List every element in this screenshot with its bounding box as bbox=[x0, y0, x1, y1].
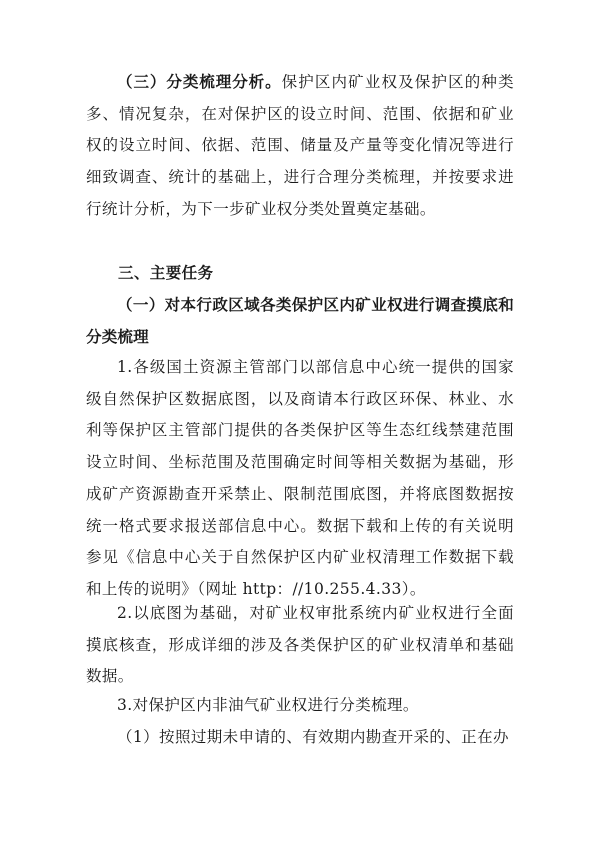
paragraph-body: 保护区内矿业权及保护区的种类多、情况复杂，在对保护区的设立时间、范围、依据和矿业权的设立时间、依据、范围、储量及产量等变化情况等进行细致调查、统计的基础上，进行合理分类梳理，并按要求进行统计分析，为下一步矿业权分类处置奠定基础。 bbox=[86, 73, 514, 218]
section-title: 三、主要任务 bbox=[118, 264, 214, 282]
paragraph-item-2: 2.以底图为基础，对矿业权审批系统内矿业权进行全面摸底核查，形成详细的涉及各类保护区的矿业权清单和基础数据。 bbox=[86, 604, 514, 686]
paragraph-item-3: 3.对保护区内非油气矿业权进行分类梳理。 bbox=[117, 696, 419, 714]
subsection-title: （一）对本行政区域各类保护区内矿业权进行调查摸底和分类梳理 bbox=[86, 296, 514, 346]
paragraph-item-3-1: （1）按照过期未申请的、有效期内勘查开采的、正在办 bbox=[117, 728, 509, 746]
paragraph-item-1: 1.各级国土资源主管部门以部信息中心统一提供的国家级自然保护区数据底图，以及商请本行政区环保、林业、水利等保护区主管部门提供的各类保护区等生态红线禁建范围设立时间、坐标范围及范围确定时间等相关数据为基础，形成矿产资源勘查开采禁止、限制范围底图，并将底图数据按统一格式要求报送部信息中心。数据下载和上传的有关说明参见《信息中心关于自然保护区内矿业权清理工作数据下载和上传的说明》（网址 http：//10.255.4.33）。 bbox=[86, 358, 514, 598]
paragraph-classification-analysis bbox=[86, 67, 514, 226]
paragraph-lead-heading: （三）分类梳理分析。 bbox=[117, 73, 282, 91]
